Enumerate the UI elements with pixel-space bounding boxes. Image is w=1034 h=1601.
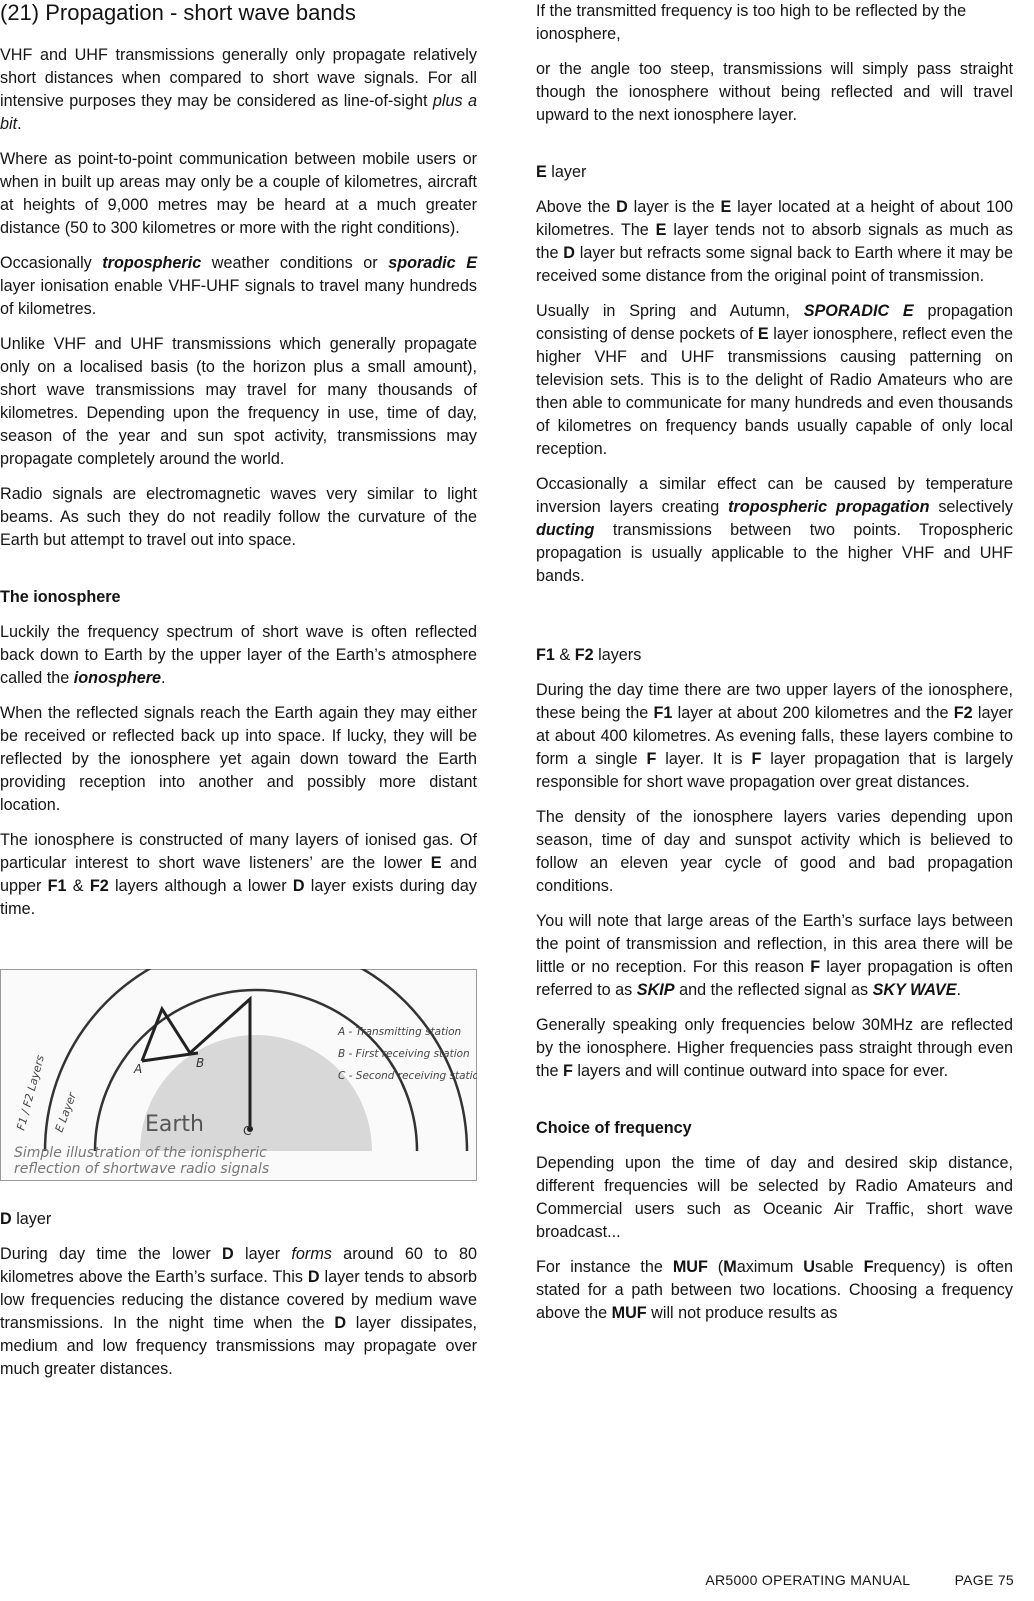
heading-ionosphere: The ionosphere — [0, 588, 121, 606]
legend-c: C - Second receiving station — [338, 1070, 477, 1082]
paragraph-skip-distance: Depending upon the time of day and desired skip distance, different frequencies will be selected by Radio Amateurs and Commercial users such as Oceanic Air Traffic, short wave broadcast... — [536, 1154, 1013, 1241]
mark-a: A — [134, 1062, 143, 1076]
paragraph-muf: For instance the MUF (Maximum Usable Frequency) is often stated for a path between two locations. Choosing a frequency above the MUF will not produce results as — [536, 1258, 1014, 1322]
paragraph-point-to-point: Where as point-to-point communication between mobile users or when in built up areas may only be a couple of kilometres, aircraft at heights of 9,000 metres may be heard at a much greater distance (50 to 300 kilometres or more with the right conditions). — [0, 150, 477, 237]
paragraph-shortwave-range: Unlike VHF and UHF transmissions which generally propagate only on a localised basis (to the horizon plus a small amount), short wave transmissions may travel for many thousands of kilometres. Depending upon the frequency in use, time of day, season of the year and sun spot activity, transmissions may propagate completely around the world. — [0, 335, 477, 468]
paragraph-sporadic-e: Usually in Spring and Autumn, SPORADIC E propagation consisting of dense pockets of E layer ionosphere, reflect even the higher VHF and UHF transmissions causing patterning on television sets. This is to the delight of Radio Amateurs who are then able to communicate for many hundreds and even thousands of kilometres on frequency bands usually capable of only local reception. — [536, 302, 1013, 458]
f-layer-label: F1 / F2 Layers — [14, 1053, 47, 1132]
mark-c: C — [243, 1124, 252, 1138]
section-title: (21) Propagation - short wave bands — [0, 0, 356, 25]
manual-title: AR5000 OPERATING MANUAL — [705, 1572, 911, 1588]
paragraph-layers: The ionosphere is constructed of many layers of ionised gas. Of particular interest to short wave listeners’ are the lower E and upper F1 & F2 layers although a lower D layer exists during day time. — [0, 831, 477, 918]
mark-b: B — [196, 1056, 205, 1070]
heading-d-layer: D layer — [0, 1210, 52, 1228]
paragraph-angle-steep: or the angle too steep, transmissions will simply pass straight though the ionosphere without being reflected and will travel upward to the next ionosphere layer. — [536, 60, 1013, 124]
right-column — [536, 0, 1013, 1337]
paragraph-tropospheric: Occasionally tropospheric weather conditions or sporadic E layer ionisation enable VHF-UHF signals to travel many hundreds of kilometres. — [0, 254, 477, 318]
heading-f-layers: F1 & F2 layers — [536, 646, 642, 664]
heading-e-layer: E layer — [536, 163, 587, 181]
page-footer — [705, 1572, 1014, 1588]
page-number: PAGE 75 — [954, 1572, 1014, 1588]
caption-line-1: Simple illustration of the ionispheric — [14, 1145, 267, 1161]
paragraph-skip: You will note that large areas of the Earth’s surface lays between the point of transmission and reflection, in this area there will be little or no reception. For this reason F layer propagation is often referred to as SKIP and the reflected signal as SKY WAVE. — [536, 912, 1013, 999]
earth-label: Earth — [145, 1112, 204, 1137]
legend-b: B - First receiving station — [338, 1048, 470, 1060]
legend-a: A - Transmitting station — [338, 1026, 462, 1038]
paragraph-d-layer: During day time the lower D layer forms around 60 to 80 kilometres above the Earth’s surface. This D layer tends to absorb low frequencies reducing the distance covered by medium wave transmissions. In the night time when the D layer dissipates, medium and low frequency transmissions may propagate over much greater distances. — [0, 1245, 478, 1378]
paragraph-reflected-signals: When the reflected signals reach the Earth again they may either be received or reflected back up into space. If lucky, they will be reflected by the ionosphere yet again down toward the Earth providing reception into another and possibly more distant location. — [0, 704, 477, 814]
caption-line-2: reflection of shortwave radio signals — [14, 1161, 270, 1177]
left-column — [0, 0, 477, 1393]
paragraph-density: The density of the ionosphere layers varies depending upon season, time of day and sunspot activity which is believed to follow an eleven year cycle of good and bad propagation conditions. — [536, 808, 1013, 895]
paragraph-electromagnetic: Radio signals are electromagnetic waves very similar to light beams. As such they do not readily follow the curvature of the Earth but attempt to travel out into space. — [0, 485, 477, 549]
ionosphere-illustration — [0, 969, 477, 1181]
paragraph-frequency-too-high: If the transmitted frequency is too high to be reflected by the ionosphere, — [536, 2, 967, 43]
heading-choice-of-frequency: Choice of frequency — [536, 1119, 692, 1137]
paragraph-e-layer: Above the D layer is the E layer located at a height of about 100 kilometres. The E layer tends not to absorb signals as much as the D layer but refracts some signal back to Earth where it may be received some distance from the original point of transmission. — [536, 198, 1013, 285]
paragraph-reflection: Luckily the frequency spectrum of short wave is often reflected back down to Earth by the upper layer of the Earth’s atmosphere called the ionosphere. — [0, 623, 477, 687]
paragraph-temperature-inversion: Occasionally a similar effect can be caused by temperature inversion layers creating tropospheric propagation selectively ducting transmissions between two points. Tropospheric propagation is usually applicable to the higher VHF and UHF bands. — [536, 475, 1013, 585]
paragraph-f-layers: During the day time there are two upper layers of the ionosphere, these being the F1 layer at about 200 kilometres and the F2 layer at about 400 kilometres. As evening falls, these layers combine to form a single F layer. It is F layer propagation that is largely responsible for short wave propagation over great distances. — [536, 681, 1013, 791]
paragraph-vhf-uhf: VHF and UHF transmissions generally only propagate relatively short distances when compared to short wave signals. For all intensive purposes they may be considered as line-of-sight plus a bit. — [0, 46, 477, 133]
paragraph-30mhz: Generally speaking only frequencies below 30MHz are reflected by the ionosphere. Higher frequencies pass straight through even the F layers and will continue outward into space for ever. — [536, 1016, 1013, 1080]
e-layer-label: E Layer — [52, 1090, 79, 1135]
